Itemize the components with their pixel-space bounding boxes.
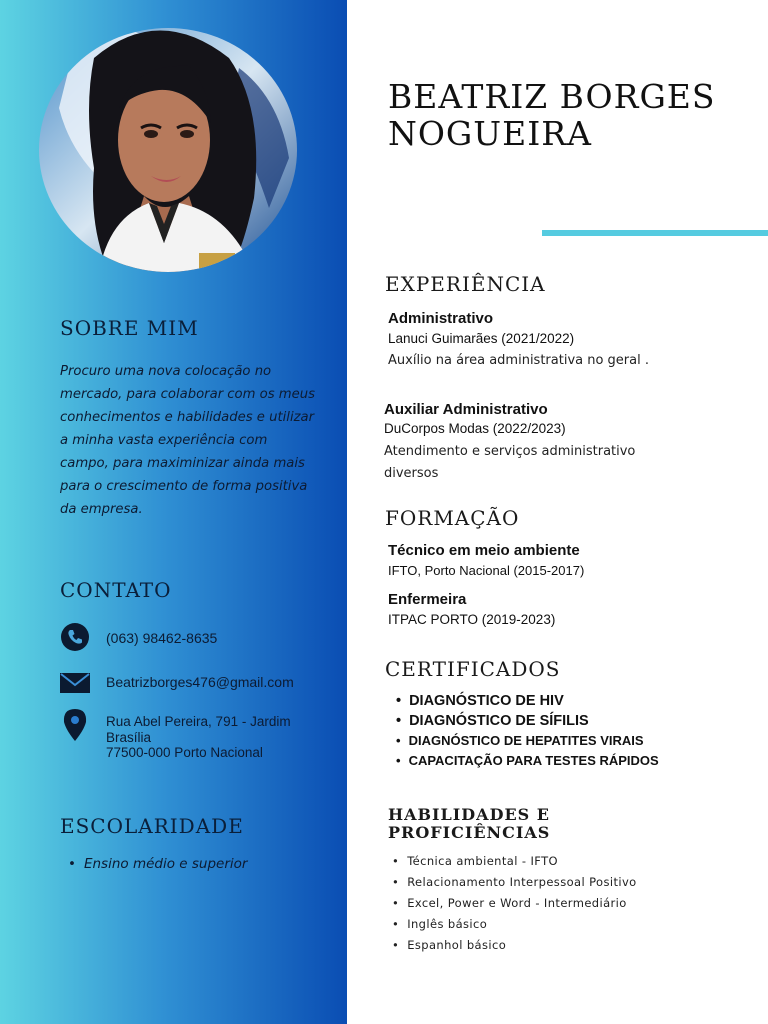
location-pin-icon xyxy=(60,710,90,740)
job-company: Lanuci Guimarães (2021/2022) xyxy=(388,331,575,346)
about-heading: SOBRE MIM xyxy=(60,316,199,340)
email-address[interactable]: Beatrizborges476@gmail.com xyxy=(106,674,294,690)
list-item: • Excel, Power e Word - Intermediário xyxy=(392,893,637,914)
list-item: • Relacionamento Interpessoal Positivo xyxy=(392,872,637,893)
certificates-heading: CERTIFICADOS xyxy=(385,657,561,681)
degree-title: Enfermeira xyxy=(388,591,467,608)
schooling-list xyxy=(68,856,247,872)
schooling-heading: ESCOLARIDADE xyxy=(60,814,244,838)
phone-icon xyxy=(60,622,90,652)
certificates-list xyxy=(396,692,659,770)
address-line-1: Rua Abel Pereira, 791 - Jardim xyxy=(106,714,291,729)
portrait-image xyxy=(39,28,297,272)
experience-heading: EXPERIÊNCIA xyxy=(385,272,546,296)
phone-number[interactable]: (063) 98462-8635 xyxy=(106,630,218,646)
address xyxy=(106,714,291,761)
skills-list xyxy=(392,851,637,956)
degree-institution: ITPAC PORTO (2019-2023) xyxy=(388,612,556,627)
envelope-icon xyxy=(60,668,90,698)
job-description: Auxílio na área administrativa no geral . xyxy=(388,353,649,368)
phone-row xyxy=(60,622,218,652)
job-title: Auxiliar Administrativo xyxy=(384,401,548,418)
sidebar xyxy=(0,0,347,1024)
profile-photo xyxy=(39,28,297,272)
list-item: • Técnica ambiental - IFTO xyxy=(392,851,637,872)
email-row xyxy=(60,668,294,698)
job-title: Administrativo xyxy=(388,310,494,327)
list-item: • Ensino médio e superior xyxy=(68,856,247,872)
address-line-3: 77500-000 Porto Nacional xyxy=(106,745,263,760)
degree-institution: IFTO, Porto Nacional (2015-2017) xyxy=(388,563,585,578)
skills-heading: HABILIDADES E PROFICIÊNCIAS xyxy=(388,805,551,842)
about-text: Procuro uma nova colocação no mercado, para colaborar com os meus conhecimentos e habilidades e utilizar a minha vasta experiência com campo, para maximinizar ainda mais para o crescimento de forma positiva da empresa. xyxy=(60,364,315,517)
job-description: Atendimento e serviços administrativo diversos xyxy=(384,444,636,481)
list-item: • DIAGNÓSTICO DE HEPATITES VIRAIS xyxy=(396,731,659,751)
contact-heading: CONTATO xyxy=(60,578,172,602)
education-heading: FORMAÇÃO xyxy=(385,506,520,530)
list-item: • Espanhol básico xyxy=(392,935,637,956)
list-item: • CAPACITAÇÃO PARA TESTES RÁPIDOS xyxy=(396,751,659,771)
list-item: • Inglês básico xyxy=(392,914,637,935)
address-row xyxy=(60,710,291,760)
job-company: DuCorpos Modas (2022/2023) xyxy=(384,421,566,436)
accent-bar xyxy=(542,230,768,236)
address-line-2: Brasília xyxy=(106,729,152,745)
list-item: • DIAGNÓSTICO DE SÍFILIS xyxy=(396,712,659,732)
candidate-name: BEATRIZ BORGES NOGUEIRA xyxy=(388,77,716,153)
degree-title: Técnico em meio ambiente xyxy=(388,542,580,559)
list-item: • DIAGNÓSTICO DE HIV xyxy=(396,692,659,712)
